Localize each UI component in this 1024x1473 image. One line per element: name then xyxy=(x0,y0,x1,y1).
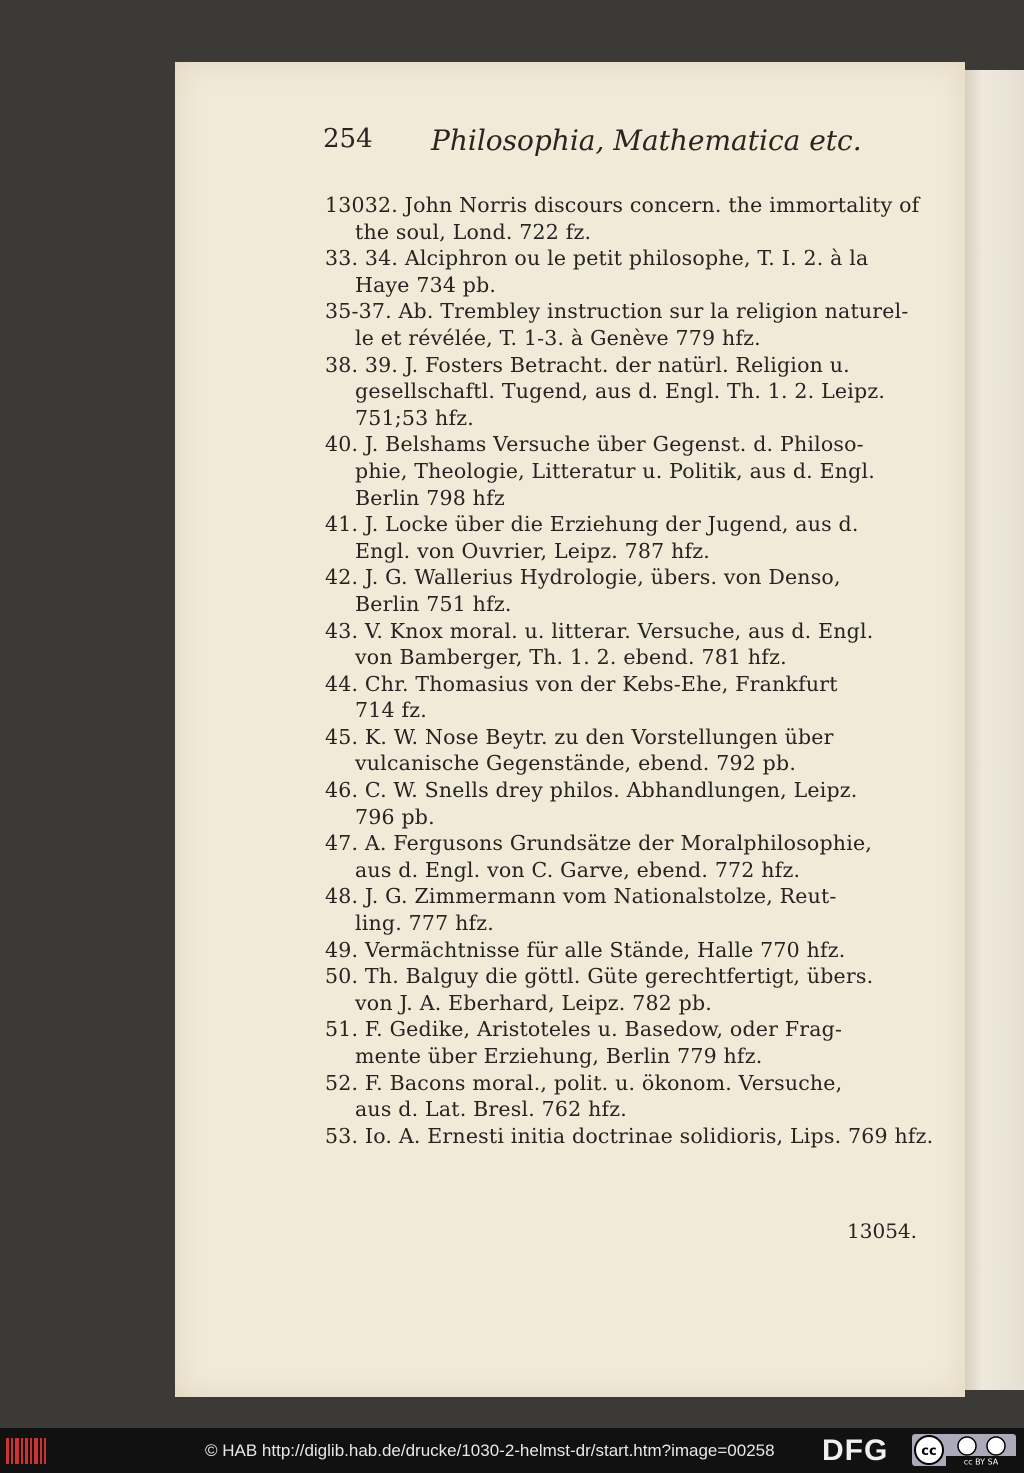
entry-text-line: Haye 734 pb. xyxy=(355,272,497,297)
catalog-entry xyxy=(325,618,915,671)
entry-text-line: vulcanische Gegenstände, ebend. 792 pb. xyxy=(355,751,797,776)
entry-text-line: Alciphron ou le petit philosophe, T. I. 2. à la xyxy=(404,246,869,271)
entry-text-line: aus d. Engl. von C. Garve, ebend. 772 hfz. xyxy=(355,857,801,882)
entry-text-line: J. G. Zimmermann vom Nationalstolze, Reut- xyxy=(364,884,837,909)
entry-number: 51. xyxy=(325,1017,359,1042)
entry-text-line: A. Fergusons Grundsätze der Moralphilosophie, xyxy=(364,831,873,856)
entry-text-line: F. Gedike, Aristoteles u. Basedow, oder Frag- xyxy=(364,1017,843,1042)
catalog-entry xyxy=(325,352,915,432)
entry-number: 47. xyxy=(325,831,359,856)
catalog-entry xyxy=(325,937,915,964)
entry-text-line: mente über Erziehung, Berlin 779 hfz. xyxy=(355,1044,763,1068)
entry-text-line: Berlin 798 hfz xyxy=(355,485,505,510)
catalog-entry xyxy=(325,192,920,245)
copyright-link[interactable]: © HAB http://diglib.hab.de/drucke/1030-2-helmst-dr/start.htm?image=00258 xyxy=(205,1441,775,1460)
page-number: 254 xyxy=(323,124,373,154)
entry-text-line: J. Fosters Betracht. der natürl. Religion u. xyxy=(404,352,850,377)
catalog-entry xyxy=(325,963,915,1016)
page-content xyxy=(175,62,965,1397)
entry-text-line: F. Bacons moral., polit. u. ökonom. Versuche, xyxy=(364,1070,843,1095)
entry-text-line: Th. Balguy die göttl. Güte gerechtfertigt, übers. xyxy=(364,964,874,989)
end-total: 13054. xyxy=(847,1219,917,1243)
catalog-entry xyxy=(325,883,915,936)
entry-text-line: Vermächtnisse für alle Stände, Halle 770 hfz. xyxy=(364,937,846,962)
entry-number: 52. xyxy=(325,1070,359,1095)
entry-number: 50. xyxy=(325,964,359,989)
dfg-logo[interactable]: DFG xyxy=(822,1434,889,1467)
entry-number: 40. xyxy=(325,432,359,457)
entry-text-line: von J. A. Eberhard, Leipz. 782 pb. xyxy=(355,990,713,1015)
entry-number: 42. xyxy=(325,565,359,590)
entry-text-line: le et révélée, T. 1-3. à Genève 779 hfz. xyxy=(355,325,761,350)
entry-number: 44. xyxy=(325,671,359,696)
entry-number: 46. xyxy=(325,778,359,803)
catalog-entry xyxy=(325,830,915,883)
entry-text-line: aus d. Lat. Bresl. 762 hfz. xyxy=(355,1097,627,1122)
catalog-entry xyxy=(325,1070,915,1123)
entry-text-line: 796 pb. xyxy=(355,804,435,829)
entry-text-line: J. Belshams Versuche über Gegenst. d. Philoso- xyxy=(364,432,864,457)
page-header xyxy=(323,124,953,164)
entry-number: 43. xyxy=(325,618,359,643)
entry-text-line: the soul, Lond. 722 fz. xyxy=(355,219,592,244)
entry-text-line: ling. 777 hfz. xyxy=(355,911,495,936)
entry-number: 33. 34. xyxy=(325,246,399,271)
catalog-entry xyxy=(325,511,915,564)
entry-text-line: C. W. Snells drey philos. Abhandlungen, Leipz. xyxy=(364,778,858,803)
svg-text:cc BY SA: cc BY SA xyxy=(963,1457,999,1466)
entry-text-line: Engl. von Ouvrier, Leipz. 787 hfz. xyxy=(355,538,710,563)
catalog-entry xyxy=(325,431,915,511)
entry-text-line: von Bamberger, Th. 1. 2. ebend. 781 hfz. xyxy=(355,645,787,670)
viewer-footer xyxy=(0,1428,1024,1473)
cc-license-icon[interactable] xyxy=(912,1434,1016,1466)
entry-text-line: 751;53 hfz. xyxy=(355,405,474,430)
catalog-entry xyxy=(325,1016,915,1069)
entry-text-line: J. G. Wallerius Hydrologie, übers. von Denso, xyxy=(364,565,841,590)
entry-text-line: gesellschaftl. Tugend, aus d. Engl. Th. 1. 2. Leipz. xyxy=(355,379,886,404)
entry-number: 38. 39. xyxy=(325,352,399,377)
entry-text-line: Berlin 751 hfz. xyxy=(355,591,512,616)
entry-text-line: Chr. Thomasius von der Kebs-Ehe, Frankfurt xyxy=(364,671,838,696)
barcode-icon xyxy=(6,1438,46,1464)
entry-text-line: phie, Theologie, Litteratur u. Politik, aus d. Engl. xyxy=(355,458,875,483)
catalog-entry xyxy=(325,1123,934,1150)
page-edge xyxy=(965,70,1024,1390)
entry-number: 48. xyxy=(325,884,359,909)
catalog-entry xyxy=(325,724,915,777)
catalog-entries xyxy=(325,192,934,1149)
entry-number: 49. xyxy=(325,937,359,962)
entry-number: 13032. xyxy=(325,193,398,217)
catalog-entry xyxy=(325,298,915,351)
entry-text-line: 714 fz. xyxy=(355,698,427,723)
entry-number: 41. xyxy=(325,512,359,537)
entry-number: 45. xyxy=(325,724,359,749)
catalog-entry xyxy=(325,777,915,830)
catalog-entry xyxy=(325,671,915,724)
entry-number: 35-37. xyxy=(325,299,392,324)
entry-text-line: Io. A. Ernesti initia doctrinae solidioris, Lips. 769 hfz. xyxy=(364,1123,934,1148)
entry-text-line: John Norris discours concern. the immortality of xyxy=(404,193,920,217)
catalog-entry xyxy=(325,245,915,298)
entry-text-line: J. Locke über die Erziehung der Jugend, aus d. xyxy=(364,512,859,537)
catalog-entry xyxy=(325,564,915,617)
entry-number: 53. xyxy=(325,1123,359,1148)
svg-text:cc: cc xyxy=(921,1444,937,1459)
section-title: Philosophia, Mathematica etc. xyxy=(431,124,862,157)
entry-text-line: Ab. Trembley instruction sur la religion naturel- xyxy=(398,299,909,324)
entry-text-line: K. W. Nose Beytr. zu den Vorstellungen über xyxy=(364,724,834,749)
entry-text-line: V. Knox moral. u. litterar. Versuche, aus d. Engl. xyxy=(364,618,874,643)
